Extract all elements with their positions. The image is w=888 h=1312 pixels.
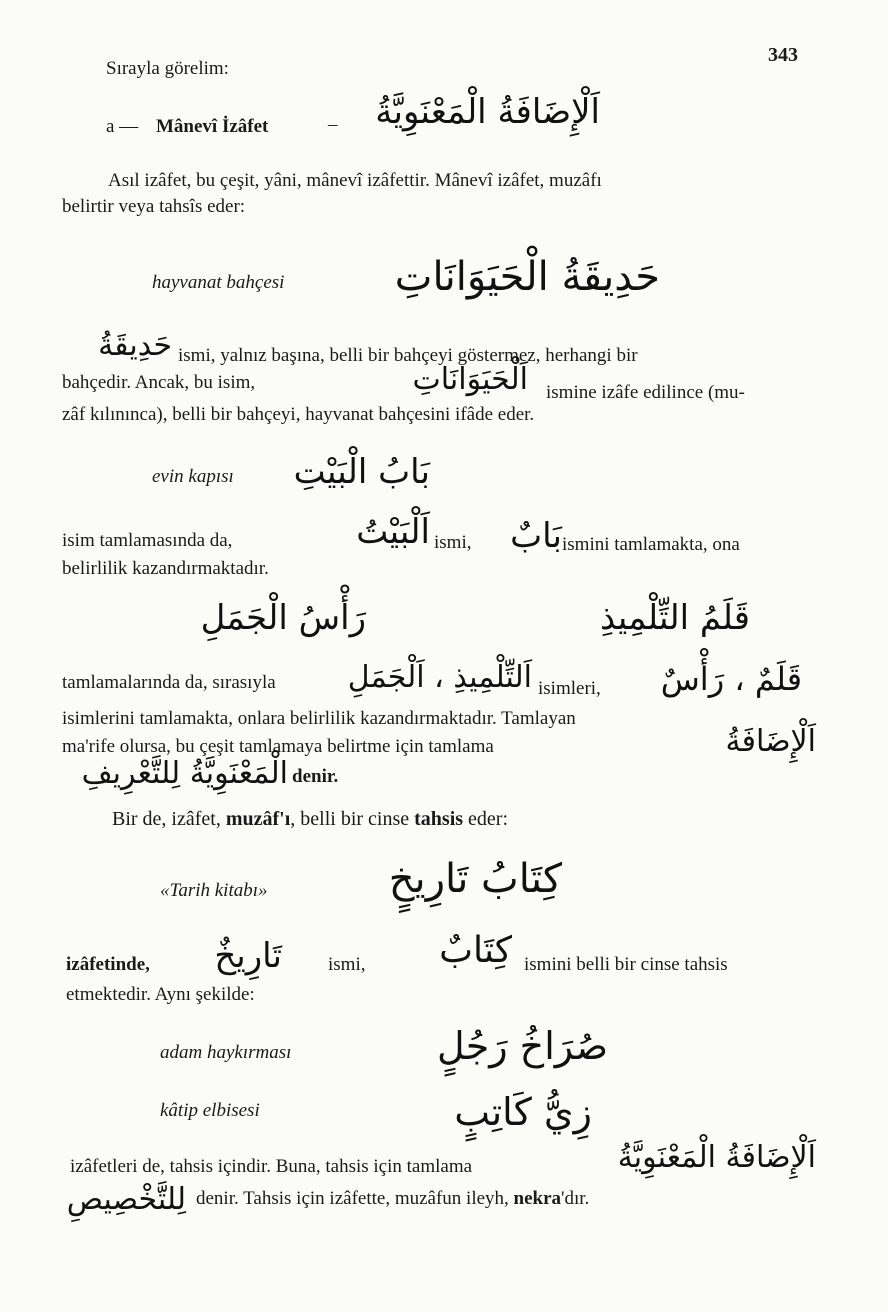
arabic-idafa-manawiyya: اَلْإِضَافَةُ الْمَعْنَوِيَّةُ <box>375 92 600 132</box>
arabic-ras-al-jamal: رَأْسُ الْجَمَلِ <box>200 598 366 638</box>
paragraph-1-line-1: Asıl izâfet, bu çeşit, yâni, mânevî izâfettir. Mânevî izâfet, muzâfı <box>108 170 602 191</box>
arabic-bab: بَابٌ <box>510 516 562 556</box>
example-2-label: evin kapısı <box>152 466 234 487</box>
paragraph-3-line-1-a: isim tamlamasında da, <box>62 530 233 551</box>
p7-part-1: denir. Tahsis için izâfette, muzâfun ileyh, <box>196 1188 514 1209</box>
section-a-title: Mânevî İzâfet <box>156 116 269 137</box>
paragraph-2-line-1: ismi, yalnız başına, belli bir bahçeyi göstermez, herhangi bir <box>178 345 638 366</box>
p7-part-3: 'dır. <box>561 1188 590 1209</box>
arabic-manawiyya-tarif: الْمَعْنَوِيَّةُ لِلتَّعْرِيفِ <box>81 756 288 791</box>
arabic-ziyy-katib: زِيُّ كَاتِبٍ <box>454 1090 592 1134</box>
paragraph-6-line-1-a: izâfetinde, <box>66 954 150 975</box>
example-4-label: adam haykırması <box>160 1042 292 1063</box>
paragraph-1-line-2: belirtir veya tahsîs eder: <box>62 196 246 217</box>
paragraph-3-line-1-c: ismini tamlamakta, ona <box>562 534 740 555</box>
p7-nekra: nekra <box>513 1188 562 1209</box>
paragraph-4-line-2: isimlerini tamlamakta, onlara belirlilik kazandırmaktadır. Tamlayan <box>62 708 576 729</box>
arabic-qalam-ras: قَلَمٌ ، رَأْسٌ <box>660 660 802 698</box>
paragraph-7-line-1: izâfetleri de, tahsis içindir. Buna, tahsis için tamlama <box>70 1156 473 1177</box>
paragraph-2-line-2-left: bahçedir. Ancak, bu isim, <box>62 372 256 393</box>
p5-part-5: eder: <box>463 808 509 830</box>
example-1-label: hayvanat bahçesi <box>152 272 285 293</box>
arabic-hadiqat-al-hayawanat: حَدِيقَةُ الْحَيَوَانَاتِ <box>394 254 660 300</box>
paragraph-4-line-1-a: tamlamalarında da, sırasıyla <box>62 672 276 693</box>
paragraph-4-line-1-b: isimleri, <box>538 678 601 699</box>
paragraph-4-line-3: ma'rife olursa, bu çeşit tamlamaya belirtme için tamlama <box>62 736 494 757</box>
arabic-al-idafa: اَلْإِضَافَةُ <box>725 724 816 759</box>
paragraph-5 <box>112 808 508 830</box>
section-a-prefix: a — <box>106 116 139 137</box>
paragraph-2-line-3: zâf kılınınca), belli bir bahçeyi, hayvanat bahçesini ifâde eder. <box>62 404 535 425</box>
p5-part-1: Bir de, izâfet, <box>112 808 226 830</box>
p5-tahsis: tahsis <box>414 808 464 830</box>
arabic-bab-al-bayt: بَابُ الْبَيْتِ <box>293 452 430 492</box>
arabic-takhsis: لِلتَّخْصِيصِ <box>66 1182 186 1217</box>
paragraph-2-line-2-right: ismine izâfe edilince (mu- <box>546 382 745 403</box>
arabic-al-bayt: اَلْبَيْتُ <box>356 512 430 552</box>
example-5-label: kâtip elbisesi <box>160 1100 260 1121</box>
intro-line: Sırayla görelim: <box>106 58 229 79</box>
p5-muzaf: muzâf'ı <box>225 808 291 830</box>
section-a-dash: – <box>328 114 338 135</box>
paragraph-6-line-1-b: ismi, <box>328 954 366 975</box>
paragraph-4-line-4: denir. <box>292 766 339 787</box>
arabic-idafa-manawiyya-2: اَلْإِضَافَةُ الْمَعْنَوِيَّةُ <box>617 1140 816 1175</box>
p5-part-3: , belli bir cinse <box>290 808 415 830</box>
arabic-al-hayawanat: اَلْحَيَوَانَاتِ <box>412 362 528 397</box>
paragraph-6-line-2: etmektedir. Aynı şekilde: <box>66 984 255 1005</box>
paragraph-7-line-2 <box>196 1188 589 1210</box>
arabic-qalam-at-tilmidh: قَلَمُ التِّلْمِيذِ <box>599 598 750 638</box>
arabic-kitab-tarikh: كِتَابُ تَارِيخٍ <box>388 856 562 902</box>
arabic-at-tilmidh-al-jamal: اَلتِّلْمِيذِ ، اَلْجَمَلِ <box>347 660 532 695</box>
paragraph-3-line-1-b: ismi, <box>434 532 472 553</box>
arabic-tarikh: تَارِيخٌ <box>214 936 282 976</box>
page-number: 343 <box>768 44 798 66</box>
paragraph-3-line-2: belirlilik kazandırmaktadır. <box>62 558 269 579</box>
arabic-hadiqa: حَدِيقَةُ <box>98 328 172 363</box>
example-3-label: «Tarih kitabı» <box>160 880 268 901</box>
arabic-surakh-rajul: صُرَاخُ رَجُلٍ <box>436 1024 608 1068</box>
paragraph-6-line-1-c: ismini belli bir cinse tahsis <box>524 954 728 975</box>
arabic-kitab: كِتَابٌ <box>439 930 512 971</box>
